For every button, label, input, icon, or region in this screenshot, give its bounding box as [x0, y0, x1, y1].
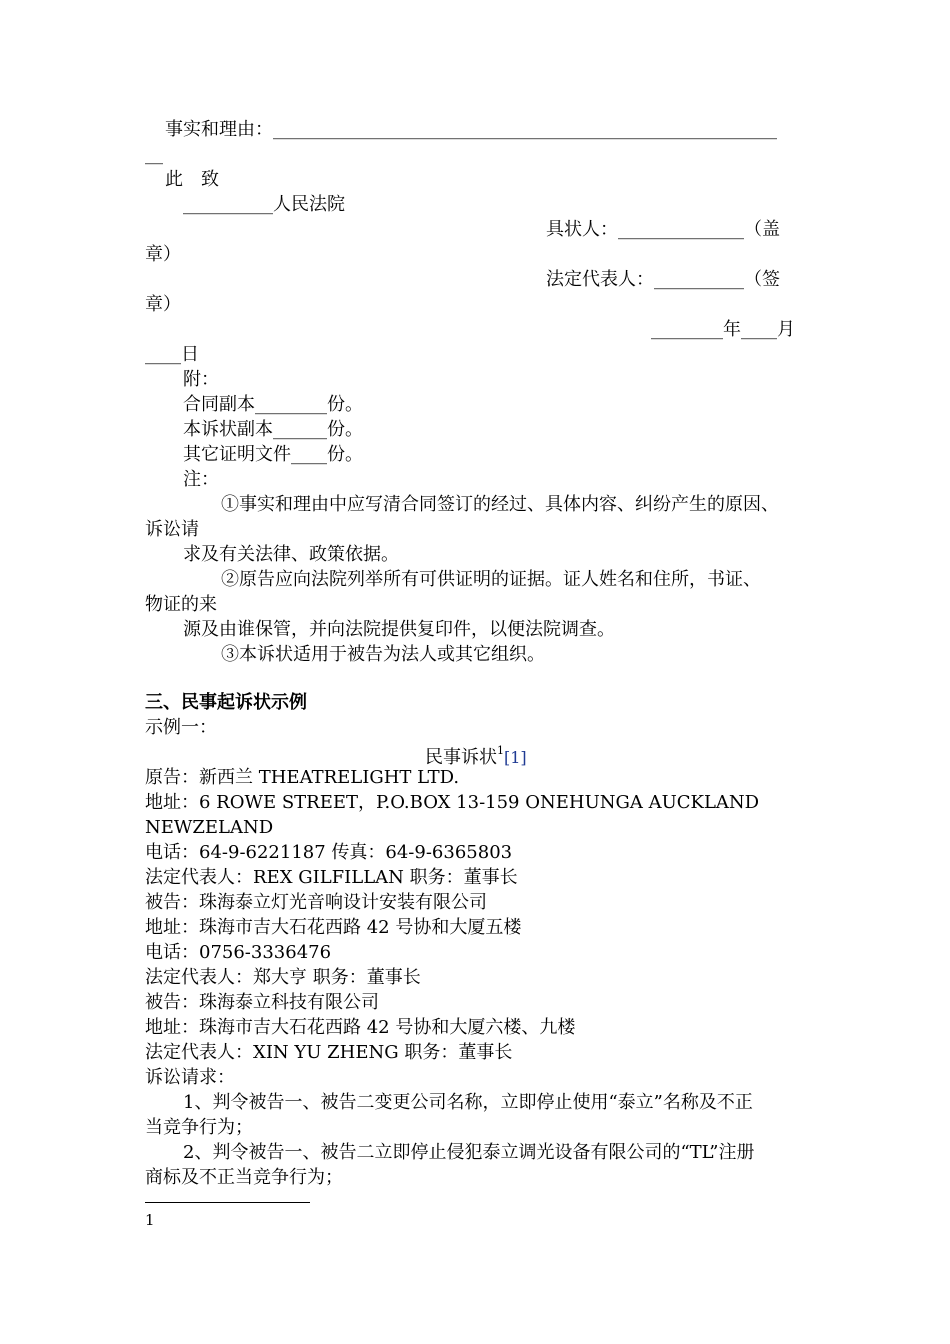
attachment-label: 附： — [183, 369, 219, 390]
complaint-line: 法定代表人：XIN YU ZHENG 职务：董事长 — [145, 1042, 513, 1063]
complaint-line: 被告：珠海泰立科技有限公司 — [145, 992, 379, 1013]
date-line: ________年____月 — [651, 319, 795, 340]
court-line: __________人民法院 — [183, 194, 345, 215]
footnote-separator — [145, 1202, 310, 1203]
complaint-line: 法定代表人：郑大亨 职务：董事长 — [145, 967, 421, 988]
footnote-number: 1 — [145, 1211, 155, 1229]
note-2: ②原告应向法院列举所有可供证明的证据。证人姓名和住所，书证、 — [221, 569, 761, 590]
facts-line: 事实和理由：________________________________________________________ — [165, 119, 777, 140]
complaint-line: NEWZELAND — [145, 817, 274, 838]
complaint-title-text: 民事诉状 — [425, 747, 497, 768]
claim-1: 1、判令被告一、被告二变更公司名称，立即停止使用“泰立”名称及不正 — [183, 1092, 753, 1113]
complaint-title — [425, 741, 527, 768]
claim-2: 2、判令被告一、被告二立即停止侵犯泰立调光设备有限公司的“TL”注册 — [183, 1142, 755, 1163]
section-heading: 三、民事起诉状示例 — [145, 692, 307, 713]
footnote-superscript: 1 — [497, 744, 504, 757]
representative-signature: 法定代表人：__________（签 — [546, 269, 780, 290]
claim-2-cont: 商标及不正当竞争行为； — [145, 1167, 343, 1188]
attachment-item: 其它证明文件____份。 — [183, 444, 363, 465]
complaint-line: 电话：0756-3336476 — [145, 942, 332, 963]
complaint-line: 法定代表人：REX GILFILLAN 职务：董事长 — [145, 867, 518, 888]
example-label: 示例一： — [145, 717, 217, 738]
complaint-line: 地址：6 ROWE STREET，P.O.BOX 13-159 ONEHUNGA AUCKLAND — [145, 792, 760, 813]
date-line-cont: ____日 — [145, 344, 199, 365]
plaintiff-signature: 具状人：______________（盖 — [546, 219, 780, 240]
complaint-line: 诉讼请求： — [145, 1067, 235, 1088]
complaint-line: 被告：珠海泰立灯光音响设计安装有限公司 — [145, 892, 487, 913]
representative-signature-cont: 章） — [145, 294, 181, 315]
facts-line-cont: __ — [145, 144, 163, 165]
complaint-line: 电话：64-9-6221187 传真：64-9-6365803 — [145, 842, 513, 863]
footnote-link[interactable]: [1] — [504, 748, 527, 767]
complaint-line: 地址：珠海市吉大石花西路 42 号协和大厦六楼、九楼 — [145, 1017, 576, 1038]
note-label: 注： — [183, 469, 219, 490]
note-1-cont: 诉讼请 — [145, 519, 199, 540]
complaint-line: 原告：新西兰 THEATRELIGHT LTD. — [145, 767, 460, 788]
complaint-line: 地址：珠海市吉大石花西路 42 号协和大厦五楼 — [145, 917, 522, 938]
note-3: ③本诉状适用于被告为法人或其它组织。 — [221, 644, 545, 665]
note-2-cont: 源及由谁保管，并向法院提供复印件，以便法院调查。 — [183, 619, 615, 640]
note-2-cont: 物证的来 — [145, 594, 217, 615]
note-1: ①事实和理由中应写清合同签订的经过、具体内容、纠纷产生的原因、 — [221, 494, 779, 515]
note-1-cont: 求及有关法律、政策依据。 — [183, 544, 399, 565]
salutation-line: 此 致 — [165, 169, 219, 190]
plaintiff-signature-cont: 章） — [145, 244, 181, 265]
attachment-item: 合同副本________份。 — [183, 394, 363, 415]
claim-1-cont: 当竞争行为； — [145, 1117, 253, 1138]
attachment-item: 本诉状副本______份。 — [183, 419, 363, 440]
